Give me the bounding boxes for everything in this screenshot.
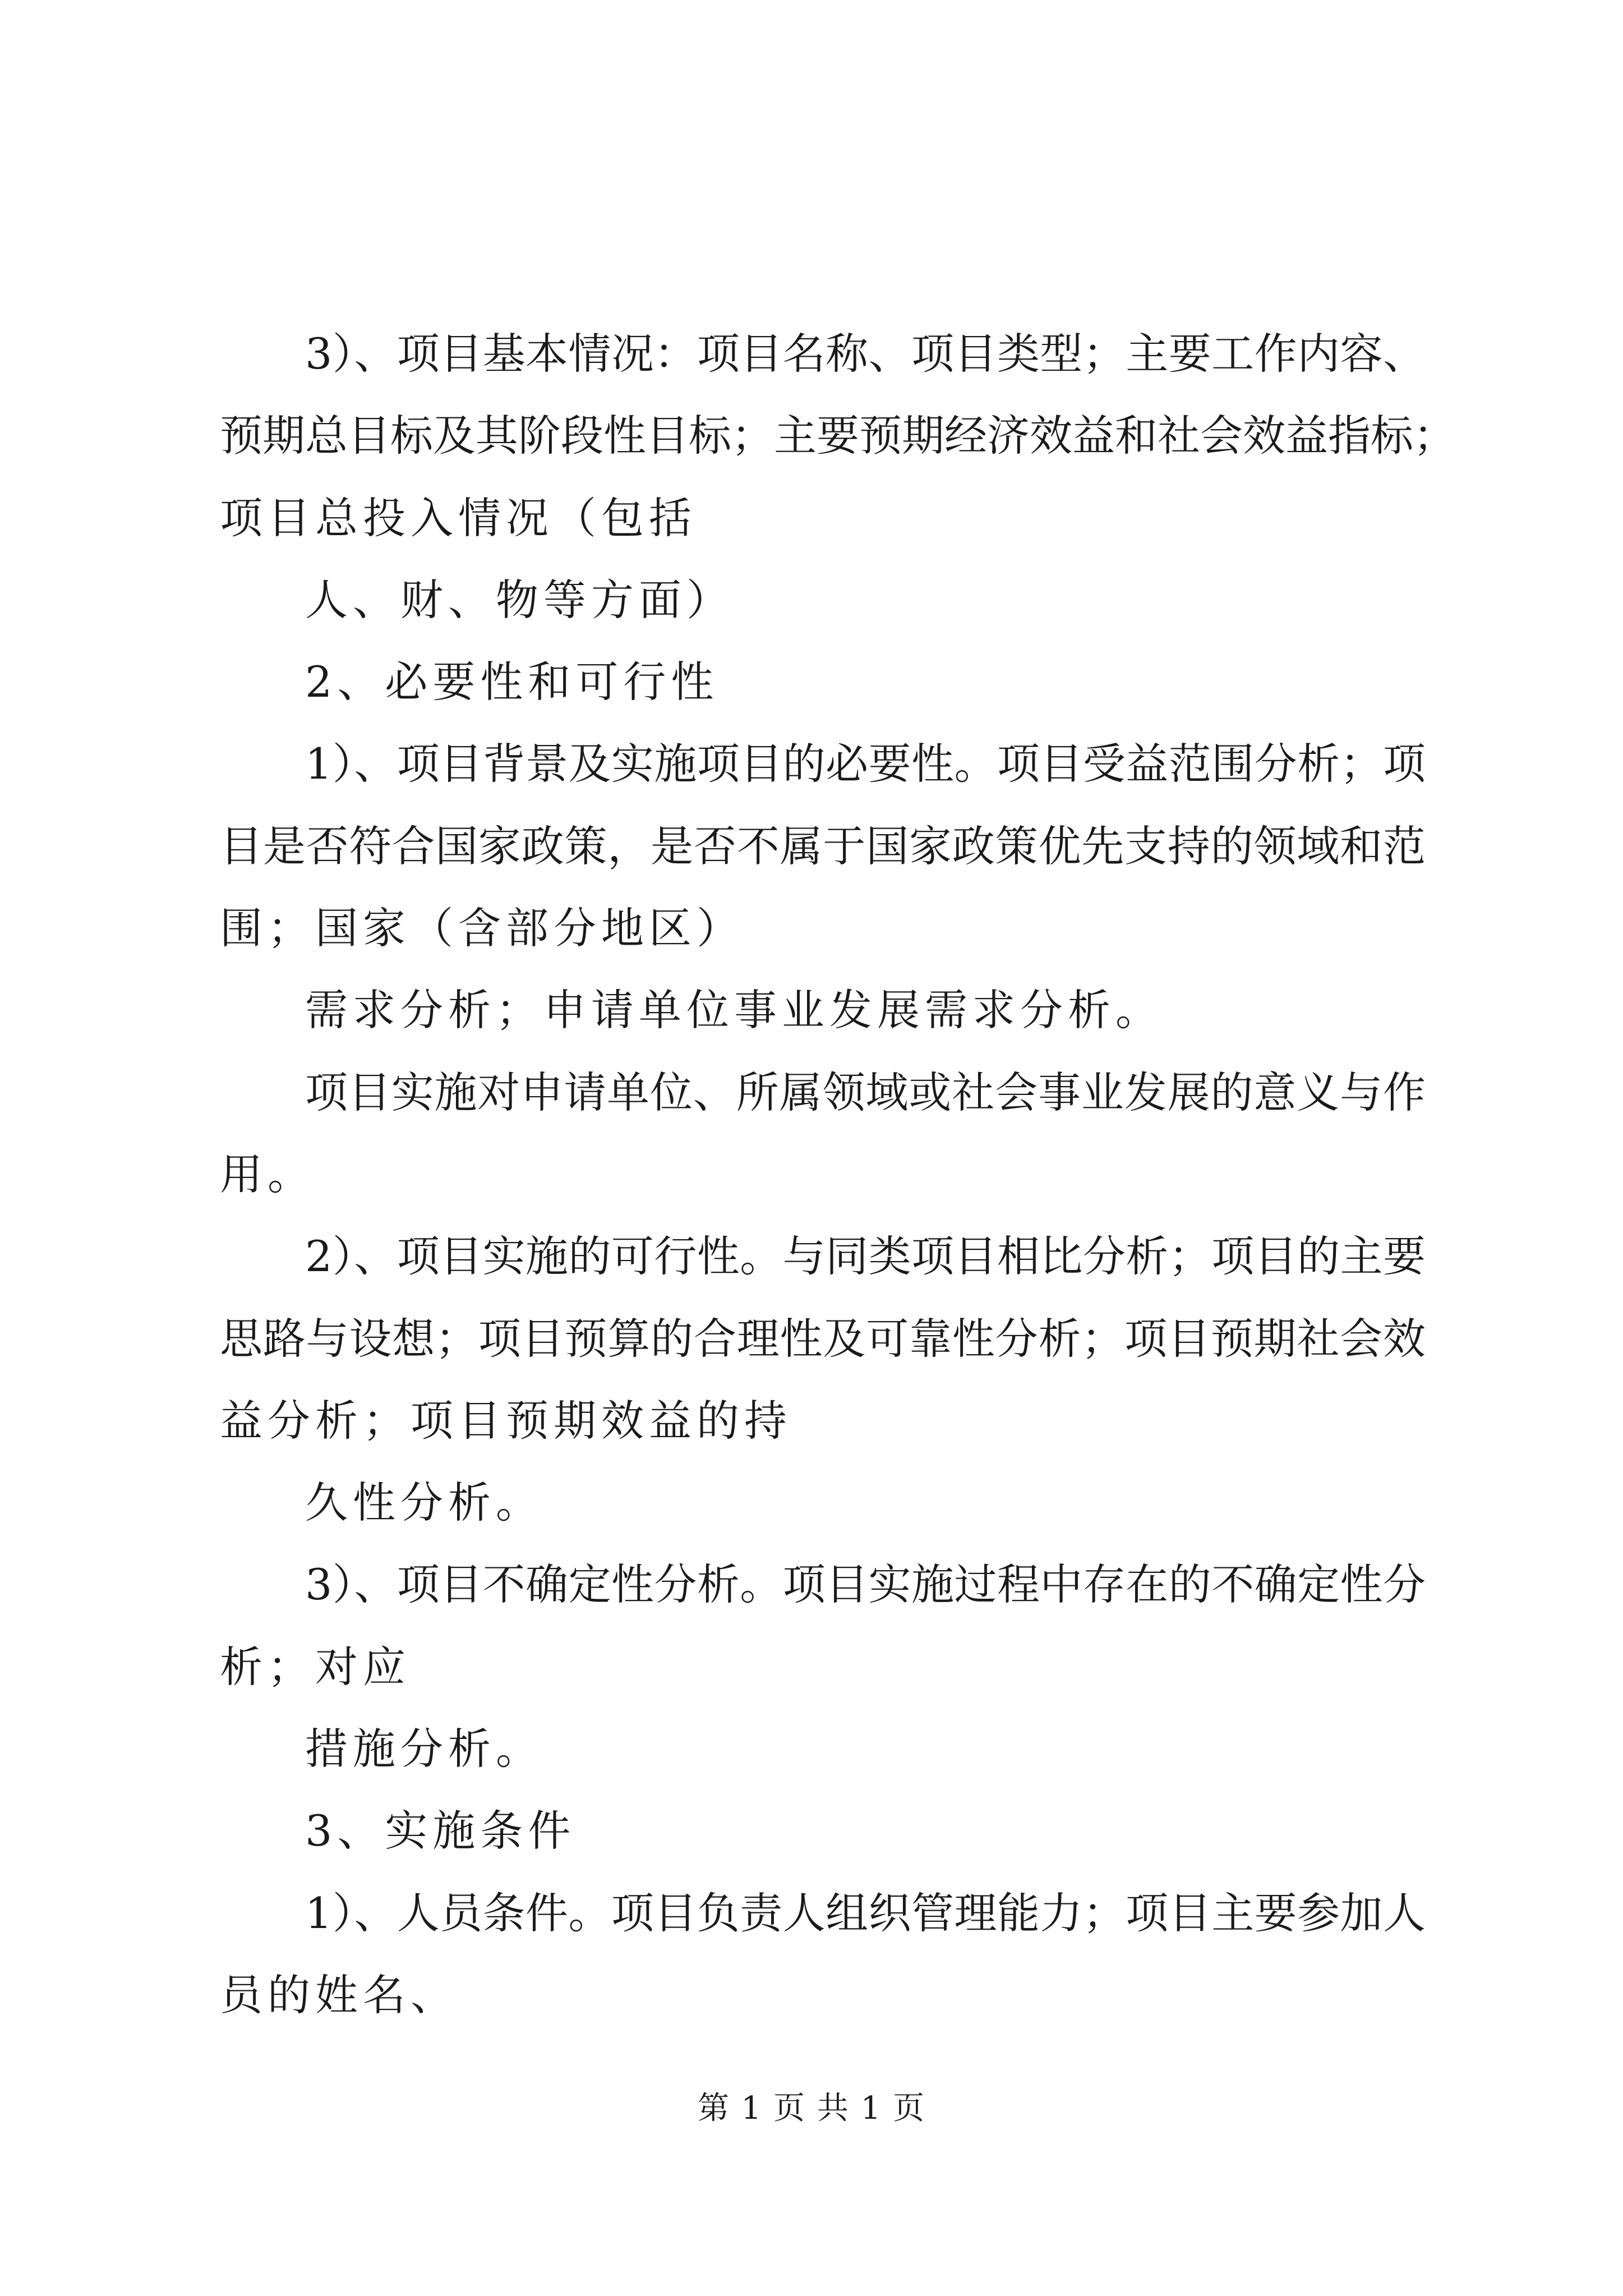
text-line: 员的姓名、 xyxy=(220,1970,458,2020)
text-line: 措施分析。 xyxy=(305,1724,543,1774)
text-line: 3）、项目不确定性分析。项目实施过程中存在的不确定性分 xyxy=(305,1559,1426,1610)
text-line: 需求分析；申请单位事业发展需求分析。 xyxy=(305,985,1163,1036)
text-line: 项目实施对申请单位、所属领域或社会事业发展的意义与作 xyxy=(305,1067,1426,1117)
text-line: 项目总投入情况（包括 xyxy=(220,493,697,543)
text-line: 1）、人员条件。项目负责人组织管理能力；项目主要参加人 xyxy=(305,1888,1426,1938)
text-line: 2）、项目实施的可行性。与同类项目相比分析；项目的主要 xyxy=(305,1231,1426,1282)
page-number-footer: 第 1 页 共 1 页 xyxy=(697,2090,926,2127)
text-line: 预期总目标及其阶段性目标；主要预期经济效益和社会效益指标； xyxy=(220,411,1456,461)
text-line: 围；国家（含部分地区） xyxy=(220,903,744,954)
text-line: 益分析；项目预期效益的持 xyxy=(220,1395,792,1446)
text-line: 用。 xyxy=(220,1149,315,1199)
text-line: 2、必要性和可行性 xyxy=(305,657,719,707)
document-body xyxy=(220,313,1456,2036)
text-line: 1）、项目背景及实施项目的必要性。项目受益范围分析；项 xyxy=(305,739,1426,789)
text-line: 3）、项目基本情况：项目名称、项目类型；主要工作内容、 xyxy=(305,329,1426,379)
text-line: 思路与设想；项目预算的合理性及可靠性分析；项目预期社会效 xyxy=(220,1313,1426,1364)
text-line: 人、财、物等方面） xyxy=(305,574,734,625)
text-line: 目是否符合国家政策，是否不属于国家政策优先支持的领域和范 xyxy=(220,821,1426,871)
text-line: 久性分析。 xyxy=(305,1478,543,1528)
text-line: 3、实施条件 xyxy=(305,1806,576,1856)
text-line: 析；对应 xyxy=(220,1641,411,1692)
